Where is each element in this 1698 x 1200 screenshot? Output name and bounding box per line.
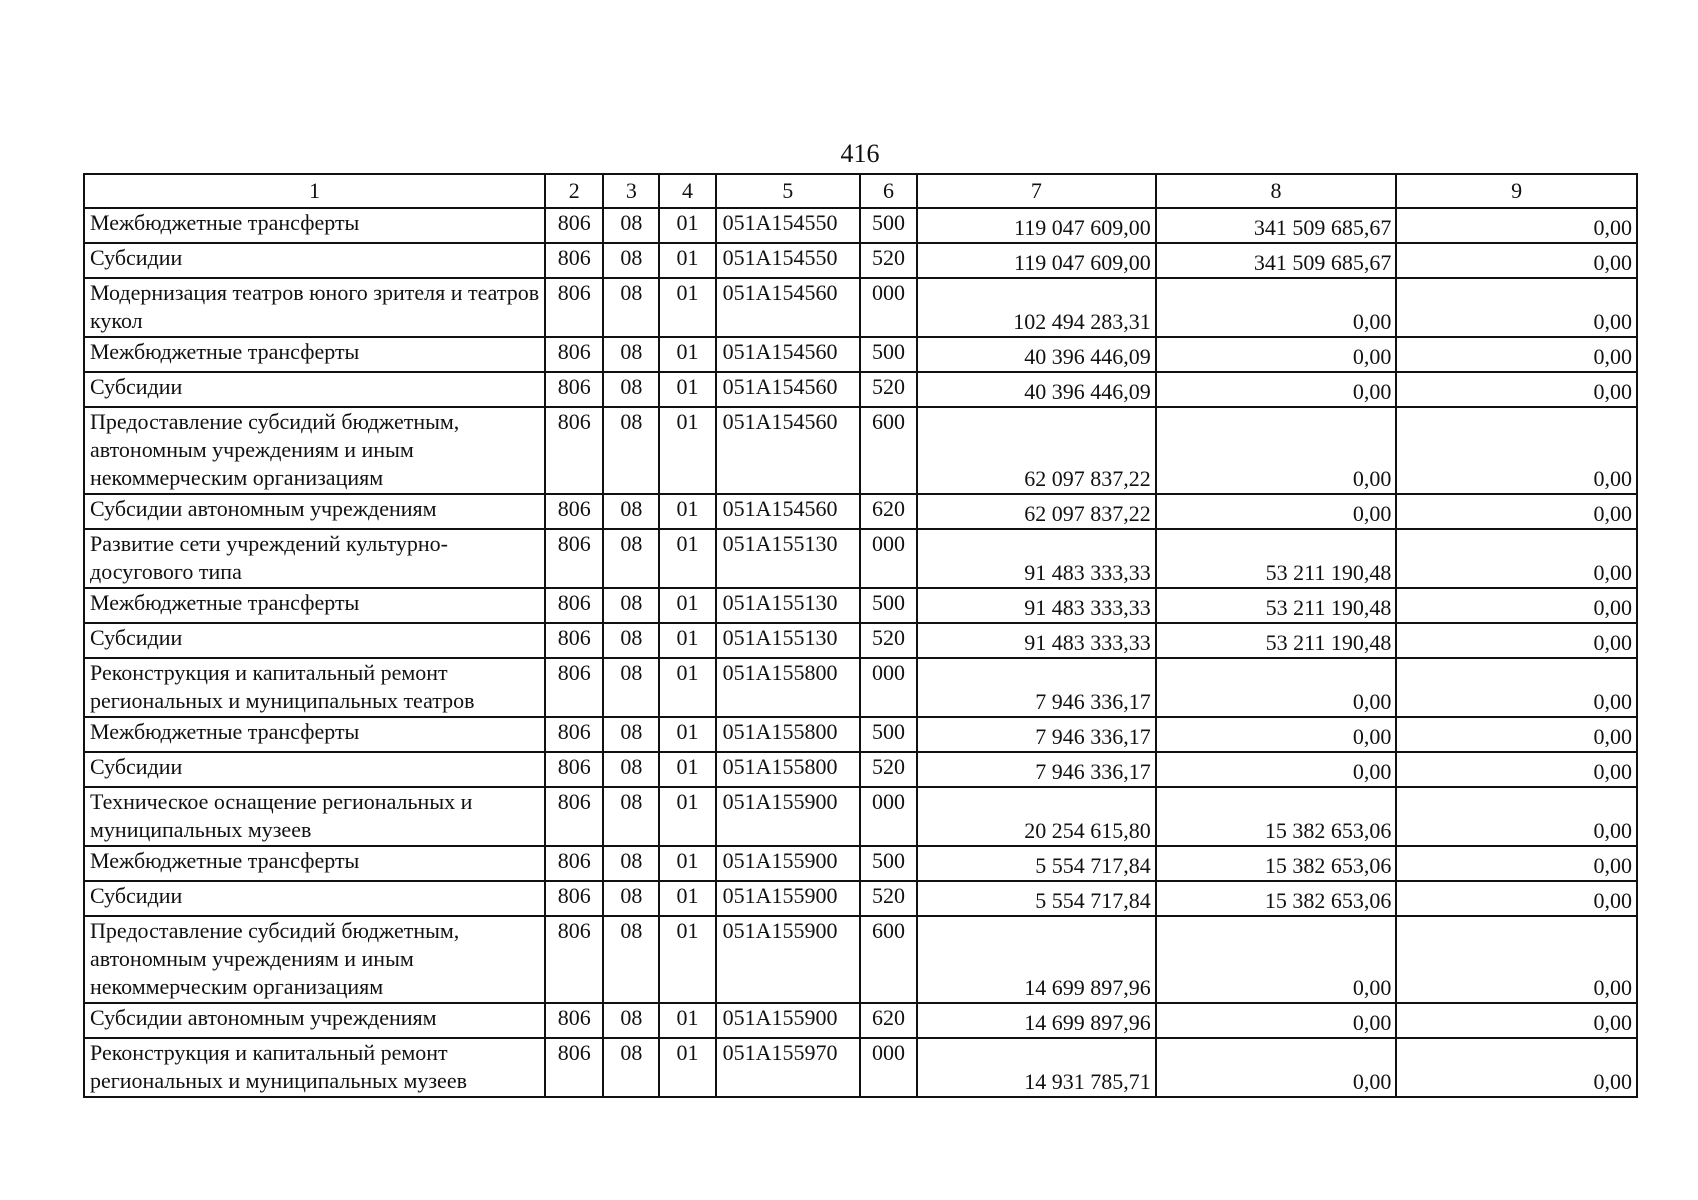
cell-c5: 051A154560 (716, 337, 860, 372)
cell-c3: 08 (603, 1038, 659, 1097)
cell-amount-7: 5 554 717,84 (917, 846, 1156, 881)
cell-c6: 520 (860, 623, 917, 658)
cell-c4: 01 (659, 623, 715, 658)
cell-c3: 08 (603, 752, 659, 787)
cell-amount-7: 62 097 837,22 (917, 407, 1156, 494)
table-row (84, 529, 1637, 588)
cell-c4: 01 (659, 752, 715, 787)
cell-c3: 08 (603, 623, 659, 658)
table-row (84, 243, 1637, 278)
cell-c6: 500 (860, 208, 917, 243)
cell-c3: 08 (603, 243, 659, 278)
table-row (84, 407, 1637, 494)
cell-amount-7: 40 396 446,09 (917, 372, 1156, 407)
cell-amount-9: 0,00 (1396, 278, 1637, 337)
row-name: Реконструкция и капитальный ремонт региональных и муниципальных театров (84, 658, 545, 717)
cell-c5: 051A155970 (716, 1038, 860, 1097)
cell-c3: 08 (603, 588, 659, 623)
cell-c5: 051A155800 (716, 658, 860, 717)
cell-amount-8: 0,00 (1156, 407, 1397, 494)
cell-c6: 000 (860, 278, 917, 337)
cell-amount-9: 0,00 (1396, 1038, 1637, 1097)
page-number: 416 (840, 139, 880, 168)
cell-c4: 01 (659, 881, 715, 916)
cell-amount-7: 14 699 897,96 (917, 916, 1156, 1003)
row-name: Реконструкция и капитальный ремонт региональных и муниципальных музеев (84, 1038, 545, 1097)
cell-c5: 051A154560 (716, 494, 860, 529)
row-name: Развитие сети учреждений культурно-досугового типа (84, 529, 545, 588)
cell-c5: 051A155900 (716, 1003, 860, 1038)
cell-c4: 01 (659, 588, 715, 623)
table-row (84, 846, 1637, 881)
cell-amount-9: 0,00 (1396, 787, 1637, 846)
cell-c3: 08 (603, 846, 659, 881)
cell-c6: 520 (860, 881, 917, 916)
cell-c2: 806 (545, 846, 603, 881)
table-row (84, 372, 1637, 407)
row-name: Субсидии (84, 881, 545, 916)
cell-amount-8: 53 211 190,48 (1156, 588, 1397, 623)
cell-c5: 051A155900 (716, 787, 860, 846)
row-name: Межбюджетные трансферты (84, 846, 545, 881)
cell-c6: 620 (860, 1003, 917, 1038)
cell-c2: 806 (545, 337, 603, 372)
cell-amount-7: 5 554 717,84 (917, 881, 1156, 916)
cell-amount-9: 0,00 (1396, 494, 1637, 529)
cell-amount-8: 53 211 190,48 (1156, 529, 1397, 588)
cell-c2: 806 (545, 752, 603, 787)
cell-amount-8: 341 509 685,67 (1156, 243, 1397, 278)
cell-c5: 051A155900 (716, 846, 860, 881)
cell-c4: 01 (659, 529, 715, 588)
cell-c6: 000 (860, 529, 917, 588)
row-name: Предоставление субсидий бюджетным, автономным учреждениям и иным некоммерческим организациям (84, 916, 545, 1003)
cell-amount-8: 0,00 (1156, 372, 1397, 407)
cell-c4: 01 (659, 916, 715, 1003)
budget-table (83, 173, 1638, 1098)
table-row (84, 494, 1637, 529)
cell-amount-7: 40 396 446,09 (917, 337, 1156, 372)
cell-c2: 806 (545, 588, 603, 623)
cell-amount-8: 341 509 685,67 (1156, 208, 1397, 243)
cell-amount-9: 0,00 (1396, 717, 1637, 752)
cell-c2: 806 (545, 494, 603, 529)
header-row (84, 174, 1637, 208)
cell-c5: 051A154550 (716, 208, 860, 243)
cell-c5: 051A155130 (716, 623, 860, 658)
table-row (84, 658, 1637, 717)
column-header: 3 (603, 174, 659, 208)
cell-c3: 08 (603, 529, 659, 588)
table-row (84, 1003, 1637, 1038)
cell-c5: 051A155900 (716, 916, 860, 1003)
cell-c4: 01 (659, 278, 715, 337)
table-row (84, 623, 1637, 658)
cell-amount-8: 0,00 (1156, 1038, 1397, 1097)
row-name: Субсидии (84, 372, 545, 407)
cell-c4: 01 (659, 243, 715, 278)
cell-amount-9: 0,00 (1396, 658, 1637, 717)
cell-amount-7: 119 047 609,00 (917, 208, 1156, 243)
cell-c2: 806 (545, 881, 603, 916)
cell-amount-7: 7 946 336,17 (917, 658, 1156, 717)
cell-amount-8: 0,00 (1156, 752, 1397, 787)
cell-amount-8: 53 211 190,48 (1156, 623, 1397, 658)
cell-c6: 520 (860, 752, 917, 787)
cell-c2: 806 (545, 916, 603, 1003)
row-name: Модернизация театров юного зрителя и театров кукол (84, 278, 545, 337)
table-row (84, 588, 1637, 623)
cell-c3: 08 (603, 658, 659, 717)
cell-c2: 806 (545, 658, 603, 717)
cell-amount-8: 0,00 (1156, 278, 1397, 337)
cell-amount-9: 0,00 (1396, 623, 1637, 658)
cell-c2: 806 (545, 407, 603, 494)
cell-c3: 08 (603, 208, 659, 243)
cell-c2: 806 (545, 208, 603, 243)
table-row (84, 337, 1637, 372)
cell-c4: 01 (659, 658, 715, 717)
cell-amount-8: 0,00 (1156, 494, 1397, 529)
cell-c3: 08 (603, 717, 659, 752)
cell-amount-9: 0,00 (1396, 243, 1637, 278)
table-row (84, 787, 1637, 846)
cell-amount-8: 15 382 653,06 (1156, 787, 1397, 846)
column-header: 4 (659, 174, 715, 208)
cell-amount-7: 91 483 333,33 (917, 529, 1156, 588)
cell-c4: 01 (659, 372, 715, 407)
cell-c6: 000 (860, 1038, 917, 1097)
cell-amount-9: 0,00 (1396, 1003, 1637, 1038)
cell-c5: 051A155800 (716, 717, 860, 752)
row-name: Техническое оснащение региональных и муниципальных музеев (84, 787, 545, 846)
cell-c5: 051A154560 (716, 372, 860, 407)
cell-amount-7: 119 047 609,00 (917, 243, 1156, 278)
cell-c3: 08 (603, 337, 659, 372)
cell-amount-9: 0,00 (1396, 337, 1637, 372)
column-header: 2 (545, 174, 603, 208)
table-row (84, 278, 1637, 337)
cell-c4: 01 (659, 717, 715, 752)
table-row (84, 881, 1637, 916)
cell-amount-9: 0,00 (1396, 372, 1637, 407)
cell-c6: 600 (860, 407, 917, 494)
cell-amount-8: 15 382 653,06 (1156, 881, 1397, 916)
cell-c2: 806 (545, 372, 603, 407)
cell-amount-7: 14 931 785,71 (917, 1038, 1156, 1097)
cell-c3: 08 (603, 407, 659, 494)
column-header: 7 (917, 174, 1156, 208)
cell-c5: 051A155130 (716, 588, 860, 623)
cell-c4: 01 (659, 407, 715, 494)
cell-c3: 08 (603, 787, 659, 846)
row-name: Субсидии (84, 752, 545, 787)
cell-c6: 620 (860, 494, 917, 529)
row-name: Межбюджетные трансферты (84, 717, 545, 752)
cell-c4: 01 (659, 337, 715, 372)
cell-c5: 051A155130 (716, 529, 860, 588)
cell-c6: 000 (860, 658, 917, 717)
row-name: Субсидии (84, 243, 545, 278)
cell-amount-7: 14 699 897,96 (917, 1003, 1156, 1038)
cell-c6: 500 (860, 588, 917, 623)
cell-c4: 01 (659, 494, 715, 529)
cell-c5: 051A155800 (716, 752, 860, 787)
cell-c4: 01 (659, 846, 715, 881)
cell-c2: 806 (545, 1003, 603, 1038)
cell-c6: 520 (860, 243, 917, 278)
cell-c2: 806 (545, 787, 603, 846)
cell-c4: 01 (659, 787, 715, 846)
cell-amount-8: 0,00 (1156, 916, 1397, 1003)
cell-amount-9: 0,00 (1396, 407, 1637, 494)
cell-c2: 806 (545, 529, 603, 588)
column-header: 8 (1156, 174, 1397, 208)
column-header: 9 (1396, 174, 1637, 208)
cell-amount-7: 91 483 333,33 (917, 623, 1156, 658)
row-name: Межбюджетные трансферты (84, 337, 545, 372)
cell-c2: 806 (545, 717, 603, 752)
cell-amount-9: 0,00 (1396, 881, 1637, 916)
row-name: Межбюджетные трансферты (84, 588, 545, 623)
cell-amount-8: 15 382 653,06 (1156, 846, 1397, 881)
row-name: Субсидии автономным учреждениям (84, 1003, 545, 1038)
cell-amount-9: 0,00 (1396, 529, 1637, 588)
cell-amount-8: 0,00 (1156, 337, 1397, 372)
cell-c4: 01 (659, 1038, 715, 1097)
cell-c3: 08 (603, 1003, 659, 1038)
row-name: Предоставление субсидий бюджетным, автономным учреждениям и иным некоммерческим организациям (84, 407, 545, 494)
cell-amount-9: 0,00 (1396, 916, 1637, 1003)
cell-amount-9: 0,00 (1396, 208, 1637, 243)
table-row (84, 208, 1637, 243)
cell-c5: 051A154560 (716, 278, 860, 337)
cell-c3: 08 (603, 881, 659, 916)
table-row (84, 717, 1637, 752)
cell-c2: 806 (545, 1038, 603, 1097)
row-name: Субсидии (84, 623, 545, 658)
column-header: 1 (84, 174, 545, 208)
cell-amount-8: 0,00 (1156, 1003, 1397, 1038)
column-header: 6 (860, 174, 917, 208)
cell-c6: 500 (860, 717, 917, 752)
cell-c2: 806 (545, 278, 603, 337)
cell-amount-7: 7 946 336,17 (917, 717, 1156, 752)
cell-amount-7: 7 946 336,17 (917, 752, 1156, 787)
row-name: Межбюджетные трансферты (84, 208, 545, 243)
cell-c4: 01 (659, 208, 715, 243)
cell-c3: 08 (603, 494, 659, 529)
cell-amount-9: 0,00 (1396, 752, 1637, 787)
cell-c3: 08 (603, 916, 659, 1003)
cell-c2: 806 (545, 623, 603, 658)
cell-c5: 051A155900 (716, 881, 860, 916)
cell-c5: 051A154550 (716, 243, 860, 278)
cell-amount-7: 62 097 837,22 (917, 494, 1156, 529)
table-row (84, 1038, 1637, 1097)
table-row (84, 752, 1637, 787)
cell-c5: 051A154560 (716, 407, 860, 494)
cell-c3: 08 (603, 278, 659, 337)
cell-amount-7: 102 494 283,31 (917, 278, 1156, 337)
cell-c2: 806 (545, 243, 603, 278)
row-name: Субсидии автономным учреждениям (84, 494, 545, 529)
cell-c6: 600 (860, 916, 917, 1003)
cell-c4: 01 (659, 1003, 715, 1038)
cell-amount-8: 0,00 (1156, 658, 1397, 717)
cell-c6: 500 (860, 846, 917, 881)
cell-c6: 520 (860, 372, 917, 407)
column-header: 5 (716, 174, 860, 208)
cell-amount-9: 0,00 (1396, 846, 1637, 881)
cell-amount-7: 20 254 615,80 (917, 787, 1156, 846)
cell-amount-8: 0,00 (1156, 717, 1397, 752)
cell-amount-9: 0,00 (1396, 588, 1637, 623)
table-row (84, 916, 1637, 1003)
cell-c6: 500 (860, 337, 917, 372)
cell-amount-7: 91 483 333,33 (917, 588, 1156, 623)
cell-c6: 000 (860, 787, 917, 846)
cell-c3: 08 (603, 372, 659, 407)
